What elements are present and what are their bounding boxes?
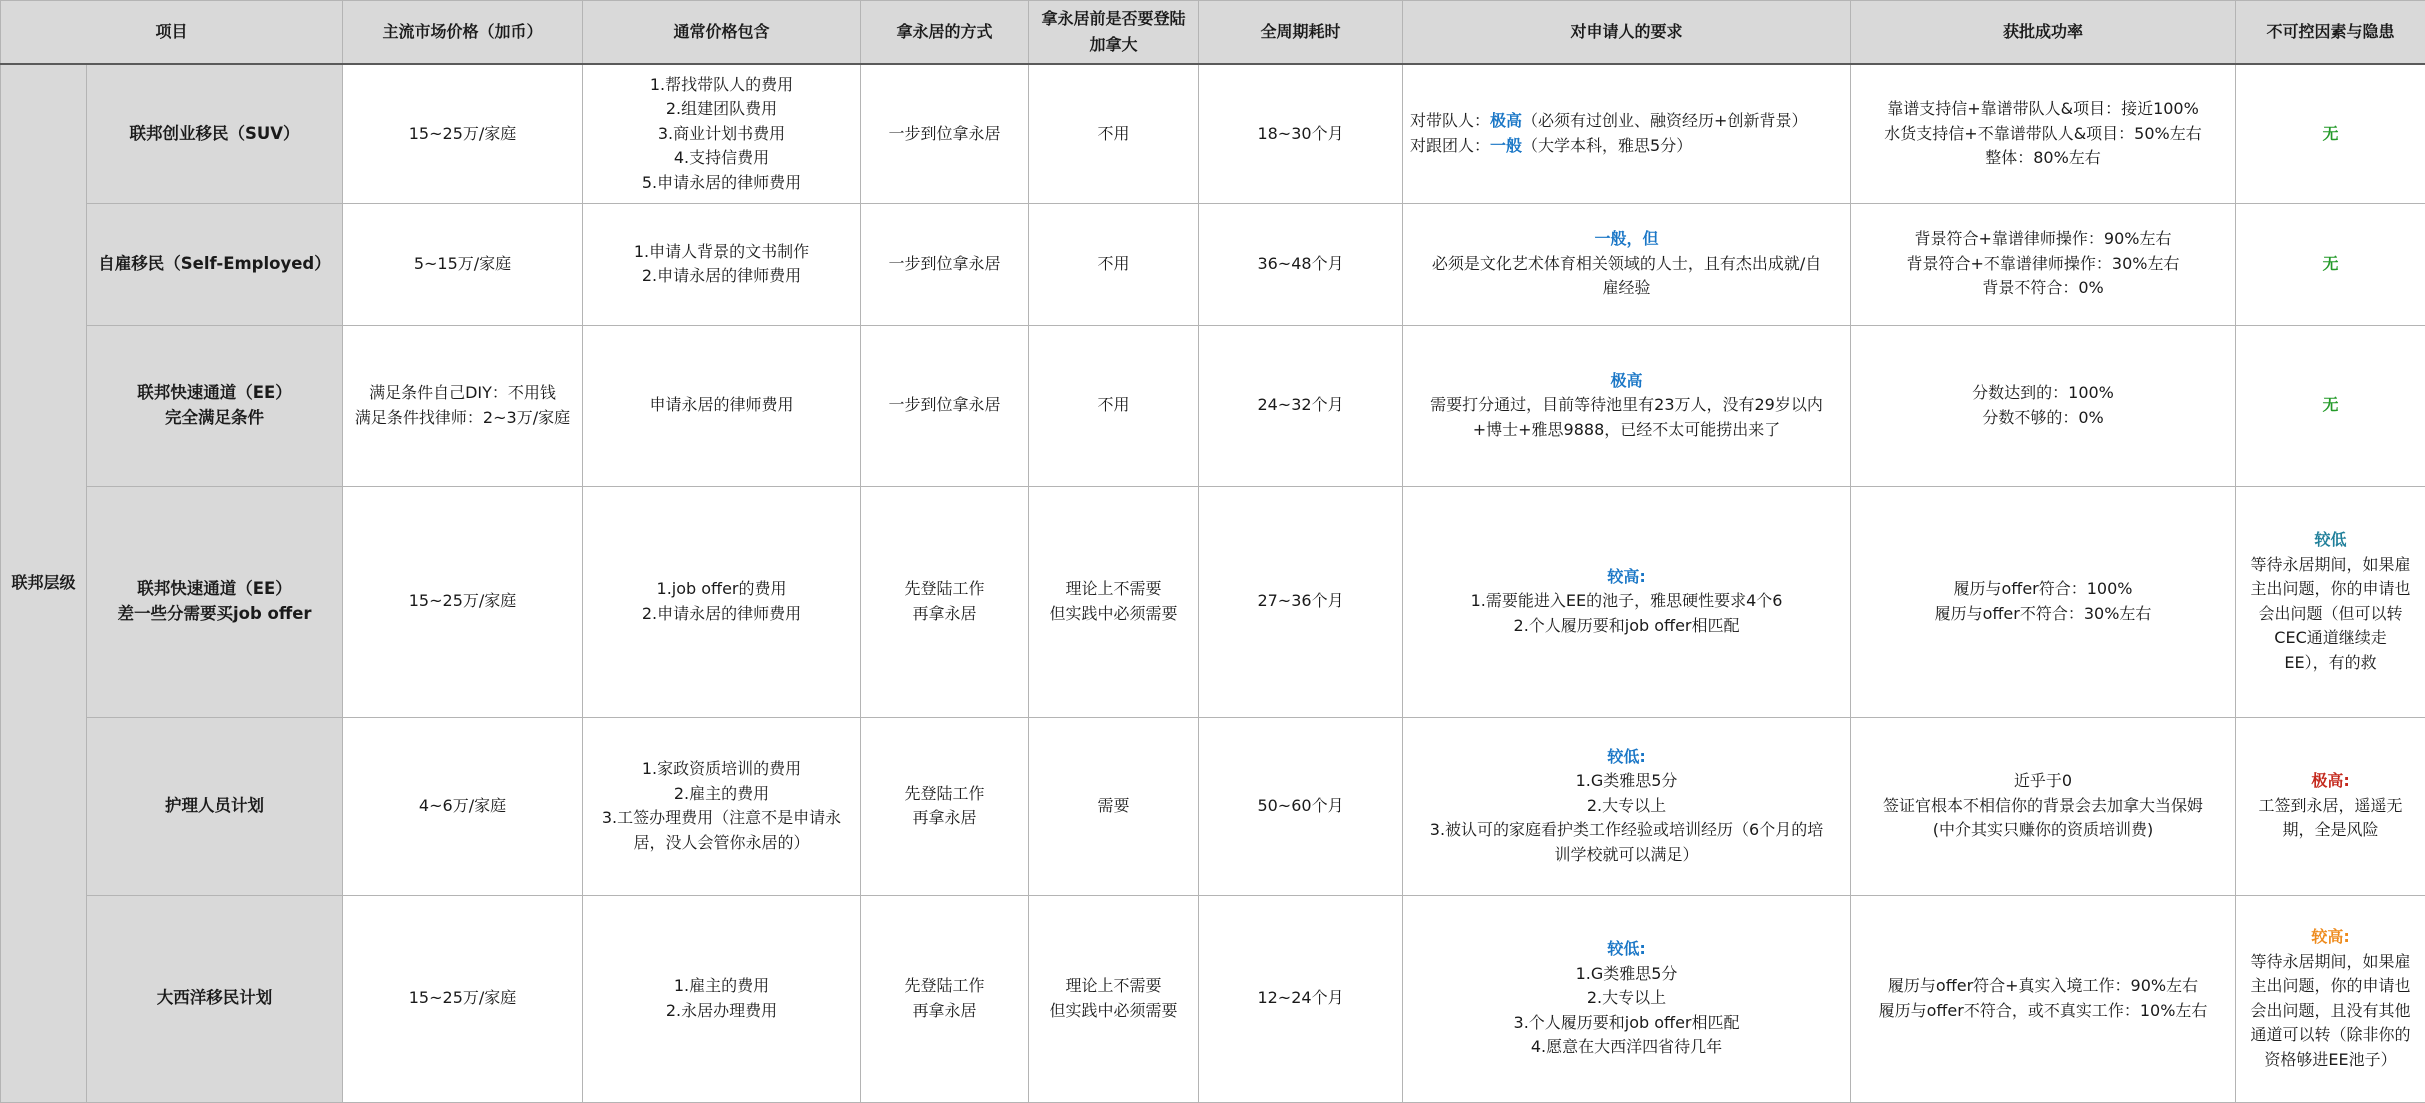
requirements-cell: 极高 需要打分通过，目前等待池里有23万人，没有29岁以内 +博士+雅思9888，已经不太可能捞出来了 xyxy=(1403,325,1851,486)
price-cell: 15~25万/家庭 xyxy=(343,895,583,1102)
requirement-level: 极高 xyxy=(1410,369,1843,394)
header-includes: 通常价格包含 xyxy=(583,1,861,65)
includes-cell: 1.申请人背景的文书制作 2.申请永居的律师费用 xyxy=(583,203,861,325)
risk-cell xyxy=(2236,325,2425,486)
method-cell: 一步到位拿永居 xyxy=(861,325,1029,486)
requirement-level: 较高: xyxy=(1410,565,1843,590)
method-cell: 先登陆工作 再拿永居 xyxy=(861,895,1029,1102)
risk-level: 较高: xyxy=(2243,925,2418,950)
requirements-cell: 较低: 1.G类雅思5分 2.大专以上 3.个人履历要和job offer相匹配 4.愿意在大西洋四省待几年 xyxy=(1403,895,1851,1102)
table-row xyxy=(1,895,2425,1102)
header-project: 项目 xyxy=(1,1,343,65)
header-duration: 全周期耗时 xyxy=(1199,1,1403,65)
landing-cell: 不用 xyxy=(1029,203,1199,325)
approval-rate-cell: 靠谱支持信+靠谱带队人&项目：接近100% 水货支持信+不靠谱带队人&项目：50%左右 整体：80%左右 xyxy=(1851,64,2236,203)
table-row xyxy=(1,325,2425,486)
risk-cell xyxy=(2236,64,2425,203)
table-row xyxy=(1,486,2425,717)
price-cell: 满足条件自己DIY：不用钱 满足条件找律师：2~3万/家庭 xyxy=(343,325,583,486)
risk-cell xyxy=(2236,203,2425,325)
risk-level: 极高: xyxy=(2243,769,2418,794)
project-cell: 联邦创业移民（SUV） xyxy=(87,64,343,203)
price-cell: 15~25万/家庭 xyxy=(343,64,583,203)
header-risks: 不可控因素与隐患 xyxy=(2236,1,2425,65)
approval-rate-cell: 履历与offer符合：100% 履历与offer不符合：30%左右 xyxy=(1851,486,2236,717)
project-cell: 联邦快速通道（EE） 完全满足条件 xyxy=(87,325,343,486)
includes-cell: 1.雇主的费用 2.永居办理费用 xyxy=(583,895,861,1102)
approval-rate-cell: 背景符合+靠谱律师操作：90%左右 背景符合+不靠谱律师操作：30%左右 背景不符合：0% xyxy=(1851,203,2236,325)
method-cell: 一步到位拿永居 xyxy=(861,64,1029,203)
requirement-level: 较低: xyxy=(1410,937,1843,962)
table-row xyxy=(1,64,2425,203)
header-price: 主流市场价格（加币） xyxy=(343,1,583,65)
header-approval-rate: 获批成功率 xyxy=(1851,1,2236,65)
landing-cell: 不用 xyxy=(1029,64,1199,203)
requirement-level: 较低: xyxy=(1410,745,1843,770)
risk-cell: 较高: 等待永居期间，如果雇 主出问题，你的申请也 会出问题，且没有其他 通道可以转（除非你的 资格够进EE池子） xyxy=(2236,895,2425,1102)
method-cell: 先登陆工作 再拿永居 xyxy=(861,486,1029,717)
group-label: 联邦层级 xyxy=(1,64,87,1102)
method-cell: 先登陆工作 再拿永居 xyxy=(861,717,1029,895)
requirements-cell: 较高: 1.需要能进入EE的池子，雅思硬性要求4个6 2.个人履历要和job offer相匹配 xyxy=(1403,486,1851,717)
project-cell: 大西洋移民计划 xyxy=(87,895,343,1102)
requirements-cell: 对带队人：极高（必须有过创业、融资经历+创新背景） 对跟团人：一般（大学本科，雅思5分） xyxy=(1403,64,1851,203)
requirements-cell: 较低: 1.G类雅思5分 2.大专以上 3.被认可的家庭看护类工作经验或培训经历（6个月的培 训学校就可以满足） xyxy=(1403,717,1851,895)
duration-cell: 12~24个月 xyxy=(1199,895,1403,1102)
includes-cell: 1.家政资质培训的费用 2.雇主的费用 3.工签办理费用（注意不是申请永 居，没人会管你永居的） xyxy=(583,717,861,895)
includes-cell: 申请永居的律师费用 xyxy=(583,325,861,486)
header-landing: 拿永居前是否要登陆加拿大 xyxy=(1029,1,1199,65)
project-cell: 联邦快速通道（EE） 差一些分需要买job offer xyxy=(87,486,343,717)
landing-cell: 理论上不需要 但实践中必须需要 xyxy=(1029,895,1199,1102)
landing-cell: 需要 xyxy=(1029,717,1199,895)
risk-level: 无 xyxy=(2243,393,2418,418)
price-cell: 15~25万/家庭 xyxy=(343,486,583,717)
project-cell: 护理人员计划 xyxy=(87,717,343,895)
duration-cell: 18~30个月 xyxy=(1199,64,1403,203)
duration-cell: 50~60个月 xyxy=(1199,717,1403,895)
method-cell: 一步到位拿永居 xyxy=(861,203,1029,325)
table-row xyxy=(1,717,2425,895)
risk-level: 无 xyxy=(2243,122,2418,147)
risk-cell: 较低 等待永居期间，如果雇 主出问题，你的申请也 会出问题（但可以转 CEC通道继续走 EE），有的救 xyxy=(2236,486,2425,717)
risk-level: 无 xyxy=(2243,252,2418,277)
header-method: 拿永居的方式 xyxy=(861,1,1029,65)
requirements-cell: 一般，但 必须是文化艺术体育相关领域的人士，且有杰出成就/自 雇经验 xyxy=(1403,203,1851,325)
approval-rate-cell: 近乎于0 签证官根本不相信你的背景会去加拿大当保姆 (中介其实只赚你的资质培训费) xyxy=(1851,717,2236,895)
duration-cell: 27~36个月 xyxy=(1199,486,1403,717)
includes-cell: 1.job offer的费用 2.申请永居的律师费用 xyxy=(583,486,861,717)
price-cell: 5~15万/家庭 xyxy=(343,203,583,325)
header-requirements: 对申请人的要求 xyxy=(1403,1,1851,65)
duration-cell: 24~32个月 xyxy=(1199,325,1403,486)
table-row xyxy=(1,203,2425,325)
price-cell: 4~6万/家庭 xyxy=(343,717,583,895)
risk-cell: 极高: 工签到永居，遥遥无 期，全是风险 xyxy=(2236,717,2425,895)
duration-cell: 36~48个月 xyxy=(1199,203,1403,325)
approval-rate-cell: 履历与offer符合+真实入境工作：90%左右 履历与offer不符合，或不真实工作：10%左右 xyxy=(1851,895,2236,1102)
requirement-level: 一般，但 xyxy=(1410,227,1843,252)
includes-cell: 1.帮找带队人的费用 2.组建团队费用 3.商业计划书费用 4.支持信费用 5.申请永居的律师费用 xyxy=(583,64,861,203)
risk-level: 较低 xyxy=(2243,528,2418,553)
landing-cell: 不用 xyxy=(1029,325,1199,486)
project-cell: 自雇移民（Self-Employed） xyxy=(87,203,343,325)
approval-rate-cell: 分数达到的：100% 分数不够的：0% xyxy=(1851,325,2236,486)
header-row xyxy=(1,1,2425,65)
landing-cell: 理论上不需要 但实践中必须需要 xyxy=(1029,486,1199,717)
